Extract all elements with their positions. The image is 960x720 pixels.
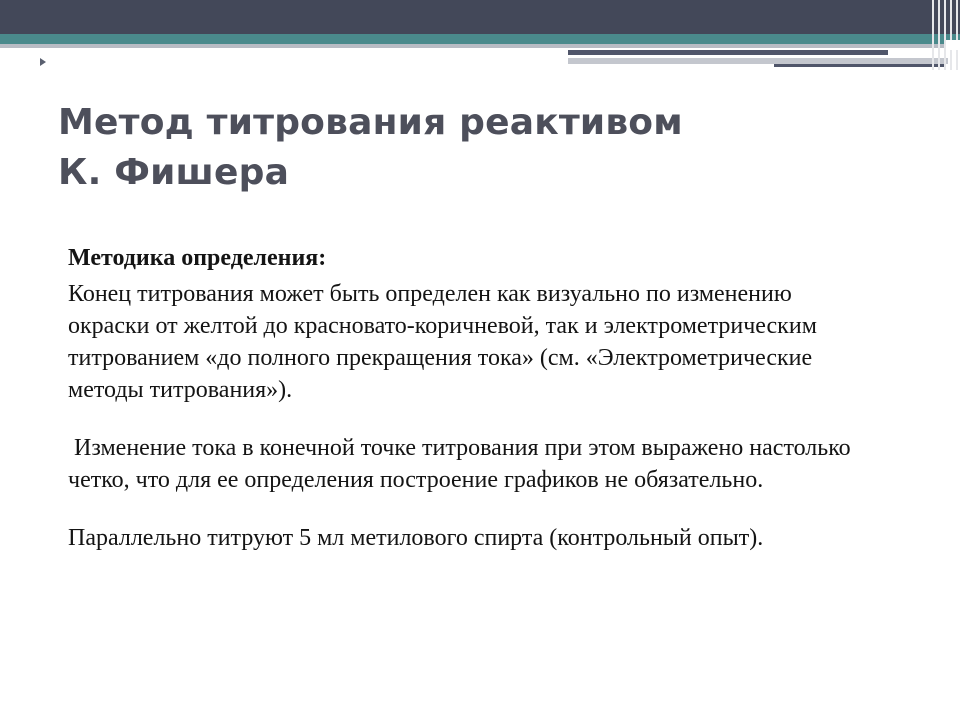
paragraph-current-change: Изменение тока в конечной точке титрования при этом выражено настолько четко, что для ее определения построение графиков не обязательно.	[68, 435, 857, 493]
slide-title	[58, 98, 918, 198]
header-accent-bar	[568, 50, 888, 55]
header-stripes	[930, 0, 960, 70]
paragraph-control-experiment: Параллельно титруют 5 мл метилового спирта (контрольный опыт).	[68, 525, 764, 551]
header-bar-dark	[0, 0, 960, 34]
header-bar-gray	[0, 44, 960, 48]
header-accent-bar-short	[774, 64, 944, 67]
corner-mark	[946, 40, 960, 50]
chevron-right-icon	[40, 58, 46, 66]
paragraph-endpoint: Конец титрования может быть определен как визуально по изменению окраски от желтой до красновато-коричневой, так и электрометрическим титрованием «до полного прекращения тока» (см. «Электрометрические методы титрования»).	[68, 281, 817, 403]
slide-title-line-1: Метод титрования реактивом	[58, 102, 683, 143]
header-bar-teal	[0, 34, 960, 44]
slide-body	[68, 242, 868, 554]
slide-title-line-2: К. Фишера	[58, 152, 290, 193]
section-heading: Методика определения:	[68, 245, 327, 271]
